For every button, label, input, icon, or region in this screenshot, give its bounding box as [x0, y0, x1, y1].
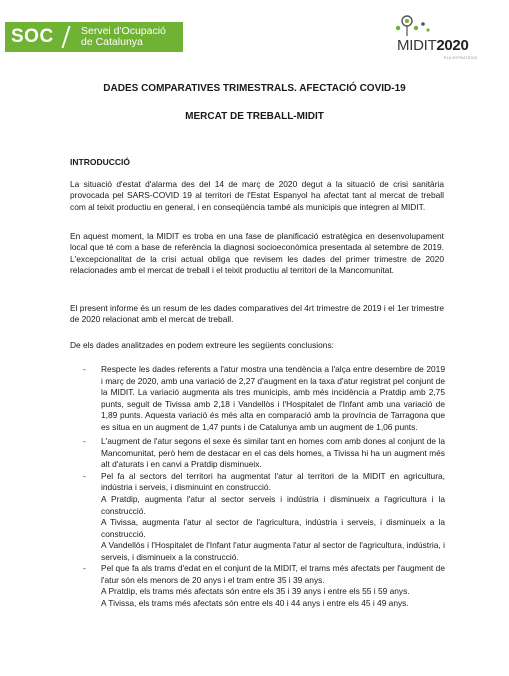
bullet-marker: - [83, 563, 86, 574]
midit-dots-icon [394, 14, 434, 38]
bullet-marker: - [83, 470, 86, 481]
bullet-text-sex: L'augment de l'atur segons el sexe és similar tant en homes com amb dones al conjunt de la Mancomunitat, però hem de destacar en el cas dels homes, a Tivissa hi ha un augment més alt d'aturats i en canvi a Pratdip disminueix. [101, 436, 445, 470]
midit-logo-text: MIDIT2020 [397, 37, 469, 54]
paragraph-conclusions-intro: De els dades analitzades en podem extreure les següents conclusions: [70, 340, 334, 350]
bullet-marker: - [83, 364, 86, 374]
paragraph-planning: En aquest moment, la MIDIT es troba en una fase de planificació estratègica en desenvolupament local que té com a base de referència la diagnosi socioeconòmica presentada al setembre de 2019. L'excepcionalitat de la crisi actual obliga que revisem les dades del primer trimestre de 2020 relacionades amb el mercat de treball i el teixit productiu al territori de la Mancomunitat. [70, 231, 444, 276]
bullet-text-sectors: Pel fa al sectors del territori ha augmentat l'atur al territori de la MIDIT en agricultura, indústria i serveis, i disminuint en construcció. [101, 470, 445, 493]
list-item-detail: A Tivissa, els trams més afectats són entre els 40 i 44 anys i entre els 45 i 49 anys. [101, 597, 409, 608]
list-item [70, 364, 445, 433]
list-item [70, 436, 445, 471]
soc-logo [5, 22, 183, 52]
section-heading: INTRODUCCIÓ [70, 157, 130, 167]
soc-logo-word: SOC [11, 26, 54, 47]
document-subtitle: MERCAT DE TREBALL-MIDIT [185, 111, 324, 122]
soc-logo-line1: Servei d'Ocupació [81, 24, 166, 37]
paragraph-summary: El present informe és un resum de les dades comparatives del 4rt trimestre de 2019 i el 1er trimestre de 2020 relacionat amb el mercat de treball. [70, 303, 444, 325]
list-item-detail: A Pratdip, els trams més afectats són entre els 35 i 39 anys i entre els 55 i 59 anys. [101, 586, 410, 597]
list-item [70, 471, 445, 494]
bullet-marker: - [83, 436, 86, 447]
list-item-detail: A Tivissa, augmenta l'atur al sector de l'agricultura, indústria i serveis, i disminueix a la construcció. [101, 517, 445, 539]
soc-logo-subtitle [81, 26, 166, 49]
midit-logo-tagline: PLA ESTRATÈGIC [444, 56, 478, 60]
soc-logo-line2: de Catalunya [81, 36, 143, 48]
document-title: DADES COMPARATIVES TRIMESTRALS. AFECTACIÓ COVID-19 [103, 83, 406, 94]
paragraph-context: La situació d'estat d'alarma des del 14 de març de 2020 degut a la situació de crisi sanitària provocada pel SARS-COVID 19 al territori de l'Estat Espanyol ha afectat tant al mercat de treball com al teixit productiu en general, i en conseqüència també als municipis que integren al MIDIT. [70, 179, 444, 212]
midit-logo [394, 14, 489, 59]
list-item [70, 563, 445, 586]
bullet-text-unemployment: Respecte les dades referents a l'atur mostra una tendència a l'alça entre desembre de 2019 i març de 2020, amb una variació de 2,27 d'augment en la taxa d'atur registrat pel conjunt de la MIDIT. La variació augmenta als tres municipis, amb més incidència a Pratdip amb 2,75 punts, seguit de Tivissa amb 2,18 i Vandellòs i l'Hospitalet de l'Infant amb una variació de 1,89 punts. Aquesta variació és més alta en comparació amb la província de Tarragona que es situa en un augment de 1,47 punts i de Catalunya amb un augment de 1,06 punts. [101, 364, 445, 432]
conclusions-list [70, 364, 445, 609]
bullet-text-age: Pel que fa als trams d'edat en el conjunt de la MIDIT, el trams més afectats per l'augment de l'atur són els menors de 20 anys i el tram entre 35 i 39 anys. [101, 563, 445, 585]
list-item-detail: A Vandellòs i l'Hospitalet de l'Infant l'atur augmenta l'atur al sector de l'agricultura, indústria, i serveis, i disminueix a la construcció. [101, 540, 445, 562]
list-item-detail: A Pratdip, augmenta l'atur al sector serveis i indústria i disminueix a l'agricultura i la construcció. [101, 494, 445, 516]
